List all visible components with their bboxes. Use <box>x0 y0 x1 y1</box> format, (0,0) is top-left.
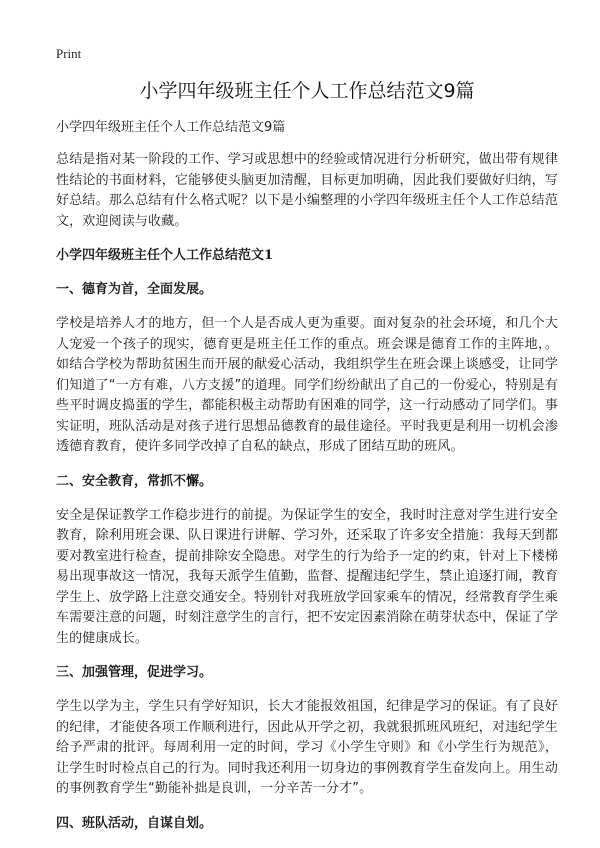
print-link[interactable]: Print <box>56 46 82 61</box>
section-heading-management: 三、加强管理，促进学习。 <box>56 665 213 680</box>
article-title: 小学四年级班主任个人工作总结范文1 <box>56 248 274 263</box>
document-content <box>56 118 558 848</box>
section-heading-activities: 四、班队活动，自谋自划。 <box>56 815 213 831</box>
section-heading-moral: 一、德育为首，全面发展。 <box>56 282 213 297</box>
intro-paragraph: 总结是指对某一阶段的工作、学习或思想中的经验或情况进行分析研究，做出带有规律性结论的书面材料，它能够使头脑更加清醒，目标更加明确，因此我们要做好归纳，写好总结。那么总结有什么格式呢？以下是小编整理的小学四年级班主任个人工作总结范文，欢迎阅读与收藏。 <box>56 152 558 229</box>
section-body-moral: 学校是培养人才的地方，但一个人是否成人更为重要。面对复杂的社会环境，和几个大人宠爱一个孩子的现实，德育更是班主任工作的重点。班会课是德育工作的主阵地，。如结合学校为帮助贫困生而开展的献爱心活动，我组织学生在班会课上谈感受，让同学们知道了“一方有难，八方支援”的道理。同学们纷纷献出了自己的一份爱心，特别是有些平时调皮捣蛋的学生，都能积极主动帮助有困难的同学，这一行动感动了同学们。事实证明，班队活动是对孩子进行思想品德教育的最佳途径。平时我更是利用一切机会渗透德育教育，使许多同学改掉了自私的缺点，形成了团结互助的班风。 <box>56 316 558 454</box>
document-subtitle: 小学四年级班主任个人工作总结范文9篇 <box>56 120 286 135</box>
section-heading-safety: 二、安全教育，常抓不懈。 <box>56 473 213 489</box>
section-body-management: 学生以学为主，学生只有学好知识，长大才能报效祖国，纪律是学习的保证。有了良好的纪律，才能使各项工作顺利进行，因此从开学之初，我就狠抓班风班纪，对违纪学生给予严肃的批评。每周利用一定的时间，学习《小学生守则》和《小学生行为规范》，让学生时时检点自己的行为。同时我还利用一切身边的事例教育学生奋发向上。用生动的事例教育学生“勤能补拙是良训，一分辛苦一分才”。 <box>56 699 558 796</box>
section-body-safety: 安全是保证教学工作稳步进行的前提。为保证学生的安全，我时时注意对学生进行安全教育，除利用班会课、队日课进行讲解、学习外，还采取了许多安全措施：我每天到都要对教室进行检查，提前排除安全隐患。对学生的行为给予一定的约束，针对上下楼梯易出现事故这一情况，我每天派学生值勤，监督、提醒违纪学生，禁止追逐打闹，教育学生上、放学路上注意交通安全。特别针对我班放学回家乘车的情况，经常教育学生乘车需要注意的问题，时刻注意学生的言行，把不安定因素消除在萌芽状态中，保证了学生的健康成长。 <box>56 507 558 646</box>
document-title: 小学四年级班主任个人工作总结范文9篇 <box>139 80 475 102</box>
